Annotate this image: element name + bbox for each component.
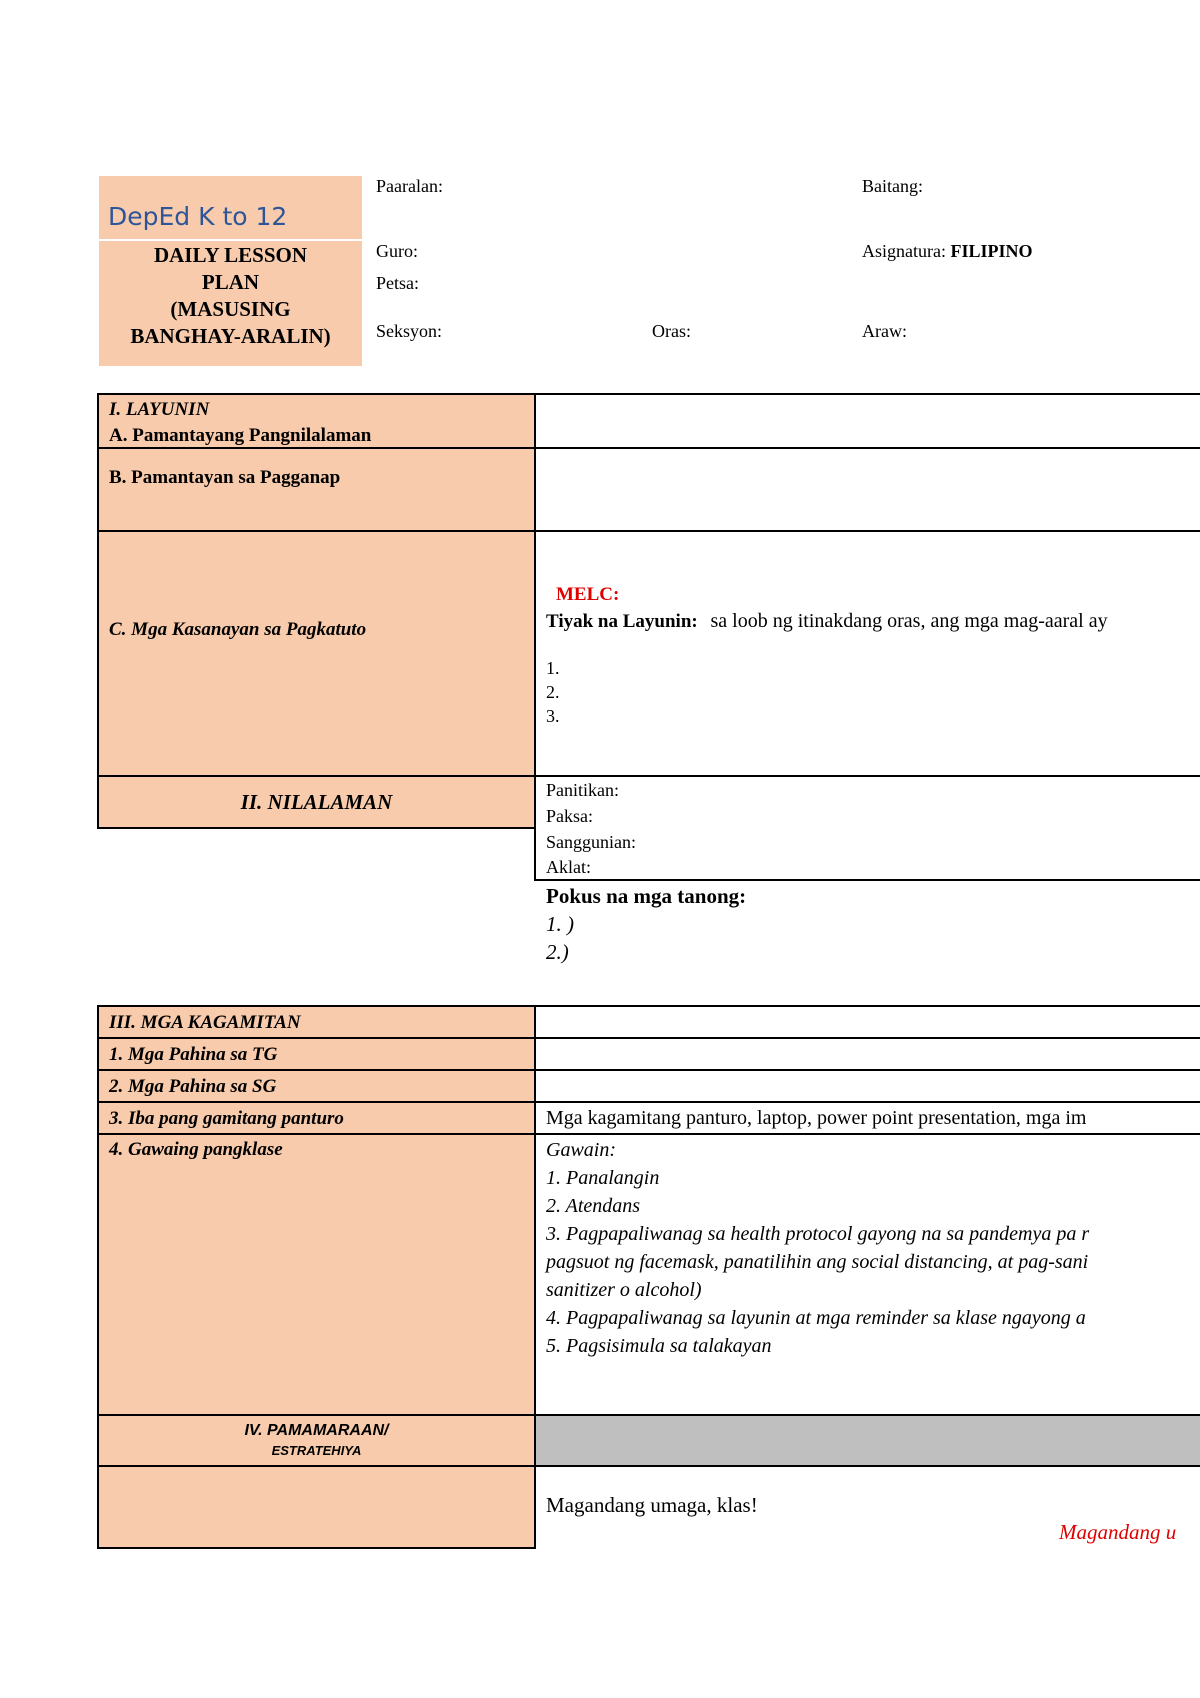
gawain-line: sanitizer o alcohol) [546, 1279, 702, 1301]
gawain-line: 4. Pagpapaliwanag sa layunin at mga reminder sa klase ngayong a [546, 1307, 1086, 1329]
pahina-sg-value-cell [534, 1069, 1200, 1103]
gawain-line: 5. Pagsisimula sa talakayan [546, 1335, 772, 1357]
oras-label: Oras: [652, 321, 691, 341]
pokus-item: 2.) [546, 940, 569, 964]
melc-label: MELC: [556, 584, 620, 605]
nilalaman-heading: II. NILALAMAN [240, 790, 393, 814]
gawaing-pangklase-cell [97, 1133, 536, 1416]
araw-label: Araw: [862, 321, 907, 341]
pokus-heading: Pokus na mga tanong: [546, 884, 747, 908]
gawaing-pangklase-label: 4. Gawaing pangklase [109, 1139, 283, 1160]
layunin-c-cell [97, 530, 536, 777]
gawain-line: 1. Panalangin [546, 1167, 660, 1189]
baitang-label: Baitang: [862, 176, 923, 196]
paksa-label: Paksa: [546, 806, 593, 826]
gawain-line: Gawain: [546, 1139, 616, 1161]
iba-pang-gamitan-value: Mga kagamitang panturo, laptop, power point presentation, mga im [546, 1107, 1087, 1129]
gawain-line: 2. Atendans [546, 1195, 641, 1217]
layunin-item: 1. [546, 658, 560, 678]
gawain-line: 3. Pagpapaliwanag sa health protocol gayong na sa pandemya pa r [546, 1223, 1090, 1245]
kagamitan-heading: III. MGA KAGAMITAN [109, 1012, 301, 1033]
iba-pang-gamitan-label: 3. Iba pang gamitang panturo [109, 1108, 344, 1129]
tiyak-na-layunin-label: Tiyak na Layunin: [546, 611, 698, 632]
layunin-item: 3. [546, 706, 560, 726]
pamamaraan-activity-cell [97, 1465, 536, 1549]
guro-label: Guro: [376, 241, 418, 261]
tiyak-na-layunin [546, 610, 1108, 633]
pahina-tg-value-cell [534, 1037, 1200, 1071]
pahina-tg-label: 1. Mga Pahina sa TG [109, 1044, 278, 1065]
panitikan-label: Panitikan: [546, 780, 619, 800]
deped-logo-area [99, 176, 362, 241]
greeting-response: Magandang u [1059, 1520, 1177, 1544]
dlp-title-box [99, 176, 362, 366]
nilalaman-cell [97, 775, 536, 829]
layunin-a-cell [97, 393, 536, 449]
dlp-title-line: PLAN [201, 270, 260, 294]
iba-pang-gamitan-value-cell [534, 1101, 1200, 1135]
layunin-a-value-cell [534, 393, 1200, 449]
kagamitan-heading-cell [97, 1005, 536, 1039]
dlp-title-line: BANGHAY-ARALIN) [130, 324, 331, 348]
iba-pang-gamitan-cell [97, 1101, 536, 1135]
pamamaraan-heading: IV. PAMAMARAAN/ [244, 1422, 389, 1439]
seksyon-label: Seksyon: [376, 321, 443, 341]
asignatura-label: Asignatura: [862, 241, 946, 261]
dlp-title [99, 242, 362, 350]
pokus-item: 1. ) [546, 912, 574, 936]
layunin-b-value-cell [534, 447, 1200, 532]
pahina-tg-cell [97, 1037, 536, 1071]
pamamaraan-heading-value-cell [534, 1414, 1200, 1467]
pamantayan-sa-pagganap-label: B. Pamantayan sa Pagganap [109, 467, 341, 488]
estratehiya-heading: ESTRATEHIYA [271, 1443, 362, 1458]
petsa-label: Petsa: [376, 273, 419, 293]
pamantayang-pangnilalaman-label: A. Pamantayang Pangnilalaman [109, 425, 372, 446]
aklat-label: Aklat: [546, 857, 591, 877]
layunin-c-value-cell [534, 530, 1200, 777]
layunin-b-cell [97, 447, 536, 532]
pahina-sg-label: 2. Mga Pahina sa SG [109, 1076, 277, 1097]
asignatura-field [862, 241, 1033, 262]
layunin-heading: I. LAYUNIN [109, 399, 210, 420]
pahina-sg-cell [97, 1069, 536, 1103]
kasanayan-sa-pagkatuto-label: C. Mga Kasanayan sa Pagkatuto [109, 619, 367, 640]
kagamitan-heading-value-cell [534, 1005, 1200, 1039]
nilalaman-value-cell [534, 775, 1200, 881]
greeting-text: Magandang umaga, klas! [546, 1493, 758, 1517]
layunin-item: 2. [546, 682, 560, 702]
sanggunian-label: Sanggunian: [546, 832, 636, 852]
tiyak-na-layunin-text: sa loob ng itinakdang oras, ang mga mag-aaral ay [710, 610, 1108, 632]
gawaing-pangklase-value-cell [534, 1133, 1200, 1416]
asignatura-value: FILIPINO [950, 241, 1033, 261]
dlp-title-line: DAILY LESSON [153, 243, 308, 267]
pamamaraan-heading-cell [97, 1414, 536, 1467]
dlp-title-line: (MASUSING [170, 297, 291, 321]
deped-logo-text: DepEd K to 12 [108, 202, 288, 231]
paaralan-label: Paaralan: [376, 176, 443, 196]
gawain-line: pagsuot ng facemask, panatilihin ang social distancing, at pag-sani [546, 1251, 1089, 1273]
